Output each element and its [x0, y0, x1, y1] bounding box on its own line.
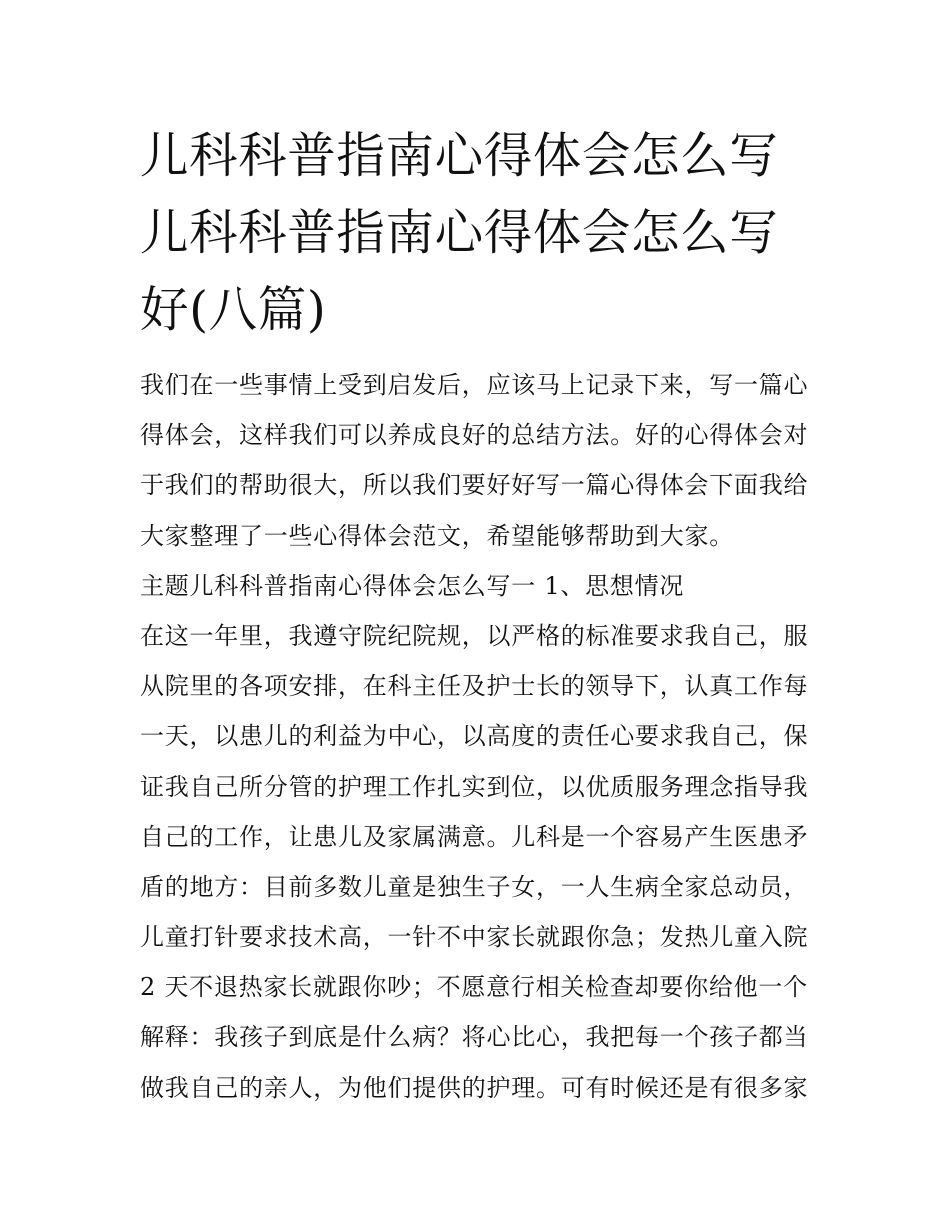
text-line: 证我自己所分管的护理工作扎实到位，以优质服务理念指导我 [140, 772, 809, 801]
section-heading: 主题儿科科普指南心得体会怎么写一 1、思想情况 [140, 571, 685, 600]
intro-paragraph [140, 360, 808, 561]
body-paragraph [140, 611, 808, 1113]
text-line: 得体会，这样我们可以养成良好的总结方法。好的心得体会对 [140, 421, 809, 450]
text-line: 我们在一些事情上受到启发后，应该马上记录下来，写一篇心 [140, 371, 809, 399]
text-line: 于我们的帮助很大，所以我们要好好写一篇心得体会下面我给 [140, 471, 809, 500]
document-title [140, 118, 778, 349]
text-line: 盾的地方：目前多数儿童是独生子女，一人生病全家总动员， [140, 872, 809, 901]
text-line: 儿童打针要求技术高，一针不中家长就跟你急；发热儿童入院 [140, 923, 809, 952]
text-line: 2 天不退热家长就跟你吵；不愿意行相关检查却要你给他一个 [140, 973, 808, 1002]
text-line: 解释：我孩子到底是什么病？将心比心，我把每一个孩子都当 [140, 1023, 809, 1052]
text-line: 自己的工作，让患儿及家属满意。儿科是一个容易产生医患矛 [140, 822, 809, 851]
title-line: 儿科科普指南心得体会怎么写 [140, 128, 779, 184]
text-line: 从院里的各项安排，在科主任及护士长的领导下，认真工作每 [140, 672, 809, 701]
title-line: 儿科科普指南心得体会怎么写 [140, 205, 779, 261]
text-line: 一天，以患儿的利益为中心，以高度的责任心要求我自己，保 [140, 722, 809, 751]
document-body [140, 360, 808, 1113]
title-line: 好(八篇) [140, 282, 327, 338]
text-line: 在这一年里，我遵守院纪院规，以严格的标准要求我自己，服 [140, 621, 809, 650]
text-line: 大家整理了一些心得体会范文，希望能够帮助到大家。 [140, 521, 734, 550]
text-line: 做我自己的亲人，为他们提供的护理。可有时候还是有很多家 [140, 1073, 809, 1102]
